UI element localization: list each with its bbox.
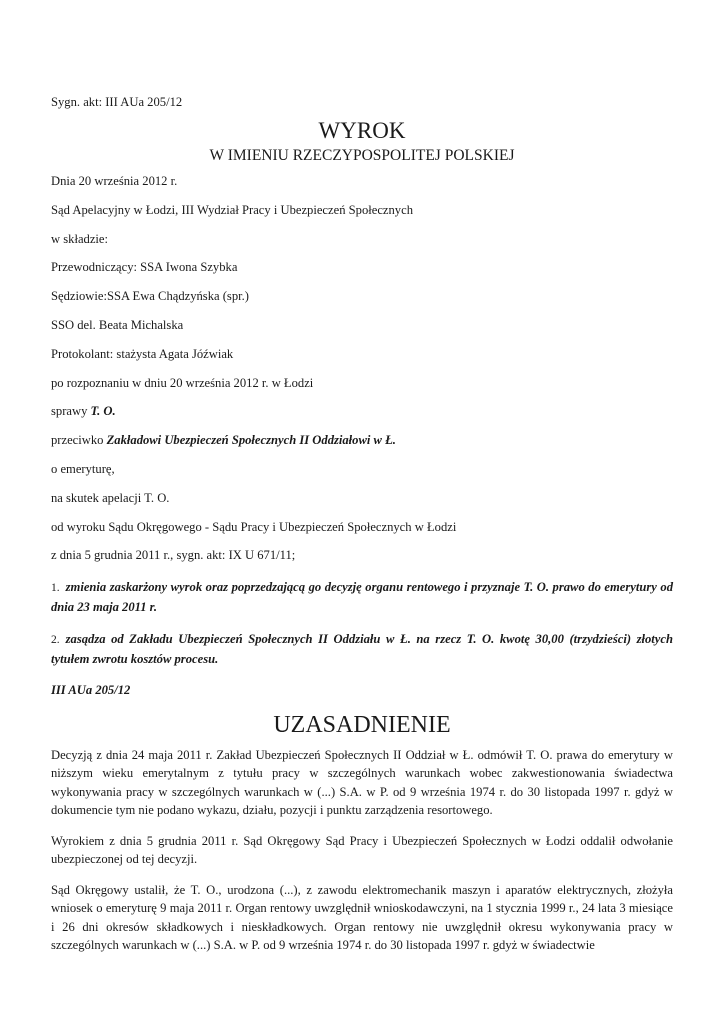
against-party: Zakładowi Ubezpieczeń Społecznych II Oddziałowi w Ł. xyxy=(106,433,396,448)
justification-paragraph-2: Wyrokiem z dnia 5 grudnia 2011 r. Sąd Okręgowy Sąd Pracy i Ubezpieczeń Społecznych w Łodzi oddalił odwołanie ubezpieczonej od tej decyzji. xyxy=(51,833,673,867)
item-1-number: 1. xyxy=(51,582,60,595)
case-party-line xyxy=(51,402,673,421)
item-2-text: zasądza od Zakładu Ubezpieczeń Społecznych II Oddziału w Ł. na rzecz T. O. kwotę 30,00 (trzydzieści) złotych tytułem zwrotu kosztów procesu. xyxy=(51,631,673,666)
case-party: T. O. xyxy=(90,404,116,419)
ruling-item-2 xyxy=(51,630,673,669)
document-subtitle: W IMIENIU RZECZYPOSPOLITEJ POLSKIEJ xyxy=(209,147,515,164)
document-page xyxy=(51,93,673,965)
judgment-ref: z dnia 5 grudnia 2011 r., sygn. akt: IX U 671/11; xyxy=(51,548,296,563)
case-subject: o emeryturę, xyxy=(51,461,115,476)
hearing-info: po rozpoznaniu w dniu 20 września 2012 r. w Łodzi xyxy=(51,375,314,390)
against-prefix: przeciwko xyxy=(51,433,107,448)
appeal-info: na skutek apelacji T. O. xyxy=(51,490,170,505)
judgment-from: od wyroku Sądu Okręgowego - Sądu Pracy i Ubezpieczeń Społecznych w Łodzi xyxy=(51,519,457,534)
presiding-judge: Przewodniczący: SSA Iwona Szybka xyxy=(51,260,238,275)
justification-paragraph-3: Sąd Okręgowy ustalił, że T. O., urodzona (...), z zawodu elektromechanik maszyn i aparatów elektrycznych, złożyła wniosek o emeryturę 9 maja 2011 r. Organ rentowy uwzględnił wnioskodawczyni, na 1 stycznia 1999 r., 24 lata 3 miesiące i 26 dni okresów składkowych i nieskładkowych. Organ rentowy nie uwzględnił okresu wykonywania pracy w szczególnych warunkach w (...) S.A. w P. od 9 września 1974 r. do 30 listopada 1997 r. gdyż w świadectwie xyxy=(51,882,673,953)
justification-paragraph-1: Decyzją z dnia 24 maja 2011 r. Zakład Ubezpieczeń Społecznych II Oddział w Ł. odmówił T. O. prawa do emerytury w niższym wieku emerytalnym z tytułu pracy w szczególnych warunkach wobec zakwestionowania świadectwa wykonywania pracy w szczególnych warunkach w (...) S.A. w P. od 9 września 1974 r. do 30 listopada 1997 r. gdyż w dokumencie tym nie podano wykazu, działu, pozycji i punktu zarządzenia resortowego. xyxy=(51,747,673,818)
item-2-number: 2. xyxy=(51,633,60,646)
case-number: Sygn. akt: III AUa 205/12 xyxy=(51,95,183,109)
delegated-judge: SSO del. Beata Michalska xyxy=(51,317,184,332)
court-name: Sąd Apelacyjny w Łodzi, III Wydział Pracy i Ubezpieczeń Społecznych xyxy=(51,202,413,217)
case-number-2: III AUa 205/12 xyxy=(51,682,131,697)
document-title: WYROK xyxy=(318,118,406,143)
item-1-text: zmienia zaskarżony wyrok oraz poprzedzającą go decyzję organu rentowego i przyznaje T. O. prawo do emerytury od dnia 23 maja 2011 r. xyxy=(51,580,673,615)
ruling-item-1 xyxy=(51,578,673,617)
judges: Sędziowie:SSA Ewa Chądzyńska (spr.) xyxy=(51,289,249,304)
against-line xyxy=(51,431,673,450)
court-clerk: Protokolant: stażysta Agata Jóźwiak xyxy=(51,346,234,361)
judgment-date: Dnia 20 września 2012 r. xyxy=(51,174,178,188)
composition-label: w składzie: xyxy=(51,231,109,246)
case-prefix: sprawy xyxy=(51,404,91,419)
justification-heading: UZASADNIENIE xyxy=(273,711,451,738)
